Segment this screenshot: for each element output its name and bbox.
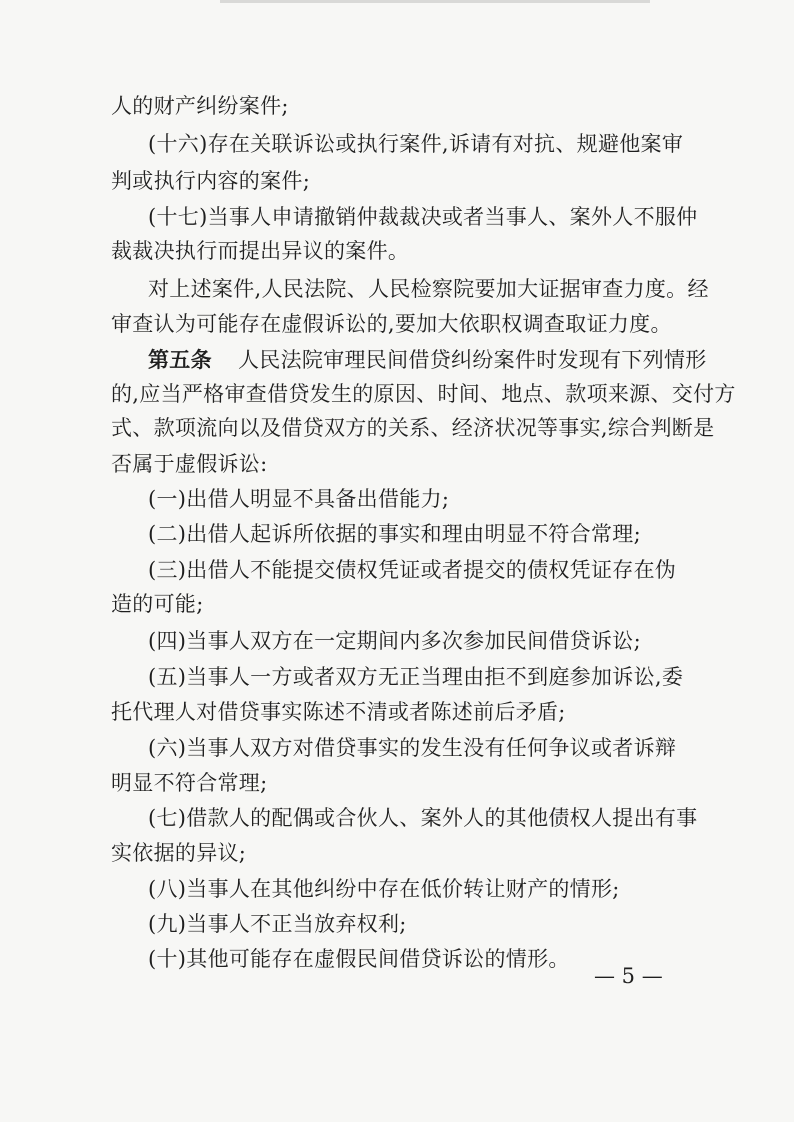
article-heading: 第五条 [148, 348, 212, 372]
text-line [0, 584, 794, 624]
text-line [0, 231, 794, 271]
line-text: (八)当事人在其他纠纷中存在低价转让财产的情形; [148, 877, 620, 901]
line-text: 对上述案件,人民法院、人民检察院要加大证据审查力度。经 [148, 277, 709, 301]
text-line [0, 904, 794, 944]
text-line [0, 763, 794, 803]
line-text: 的,应当严格审查借贷发生的原因、时间、地点、款项来源、交付方 [111, 382, 736, 406]
line-text: 托代理人对借贷事实陈述不清或者陈述前后矛盾; [111, 700, 566, 724]
text-line [0, 939, 794, 979]
text-line [0, 621, 794, 661]
line-text: (十)其他可能存在虚假民间借贷诉讼的情形。 [148, 947, 570, 971]
text-line [0, 124, 794, 164]
text-line [0, 269, 794, 309]
line-text: (六)当事人双方对借贷事实的发生没有任何争议或者诉辩 [148, 736, 677, 760]
text-line [0, 869, 794, 909]
line-text: (四)当事人双方在一定期间内多次参加民间借贷诉讼; [148, 629, 641, 653]
line-text: 审查认为可能存在虚假诉讼的,要加大依职权调查取证力度。 [111, 312, 672, 336]
line-text: (九)当事人不正当放弃权利; [148, 912, 407, 936]
line-text: 人民法院审理民间借贷纠纷案件时发现有下列情形 [238, 348, 707, 372]
text-line [0, 304, 794, 344]
text-line [0, 692, 794, 732]
top-scan-edge [220, 0, 650, 3]
text-line [0, 408, 794, 448]
line-text: (二)出借人起诉所依据的事实和理由明显不符合常理; [148, 522, 641, 546]
line-text: 式、款项流向以及借贷双方的关系、经济状况等事实,综合判断是 [111, 416, 715, 440]
line-text: 判或执行内容的案件; [111, 169, 311, 193]
line-text: 否属于虚假诉讼: [111, 452, 268, 476]
page-number: — 5 — [594, 964, 663, 988]
text-line [0, 798, 794, 838]
line-text: (五)当事人一方或者双方无正当理由拒不到庭参加诉讼,委 [148, 665, 684, 689]
text-line [0, 657, 794, 697]
line-text: 实依据的异议; [111, 841, 247, 865]
line-text: (十七)当事人申请撤销仲裁裁决或者当事人、案外人不服仲 [148, 205, 698, 229]
line-text: 裁裁决执行而提出异议的案件。 [111, 239, 410, 263]
line-text: 明显不符合常理; [111, 771, 268, 795]
line-text: (七)借款人的配偶或合伙人、案外人的其他债权人提出有事 [148, 806, 698, 830]
text-line [0, 161, 794, 201]
line-text: (三)出借人不能提交债权凭证或者提交的债权凭证存在伪 [148, 558, 677, 582]
text-line [0, 479, 794, 519]
line-text: (十六)存在关联诉讼或执行案件,诉请有对抗、规避他案审 [148, 132, 684, 156]
line-text: 造的可能; [111, 592, 204, 616]
text-line [0, 833, 794, 873]
text-line [0, 514, 794, 554]
text-line [0, 86, 794, 126]
text-line [0, 444, 794, 484]
line-text: 人的财产纠纷案件; [111, 94, 289, 118]
text-line [0, 728, 794, 768]
line-text: (一)出借人明显不具备出借能力; [148, 487, 450, 511]
